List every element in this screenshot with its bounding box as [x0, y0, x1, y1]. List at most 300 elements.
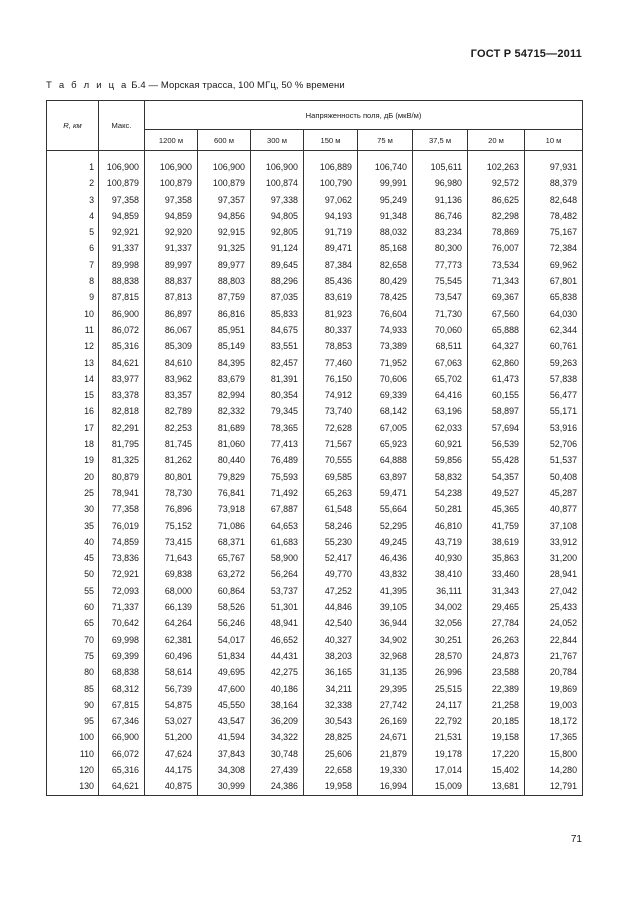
value-cell: 37,108 — [525, 518, 583, 534]
distance-cell: 100 — [47, 729, 99, 745]
value-cell: 86,816 — [198, 306, 251, 322]
value-cell: 70,606 — [358, 371, 413, 387]
value-cell: 91,325 — [198, 240, 251, 256]
value-cell: 68,312 — [99, 681, 145, 697]
value-cell: 87,813 — [145, 289, 198, 305]
value-cell: 88,032 — [358, 224, 413, 240]
value-cell: 21,879 — [358, 746, 413, 762]
value-cell: 53,737 — [251, 583, 304, 599]
value-cell: 82,994 — [198, 387, 251, 403]
value-cell: 44,846 — [304, 599, 358, 615]
value-cell: 76,489 — [251, 452, 304, 468]
value-cell: 27,042 — [525, 583, 583, 599]
value-cell: 106,900 — [99, 159, 145, 175]
table-caption-label: Т а б л и ц а — [46, 80, 129, 91]
value-cell: 80,879 — [99, 469, 145, 485]
table-row — [47, 746, 583, 762]
distance-cell: 20 — [47, 469, 99, 485]
table-row — [47, 729, 583, 745]
table-row — [47, 664, 583, 680]
value-cell: 82,253 — [145, 420, 198, 436]
distance-cell: 40 — [47, 534, 99, 550]
value-cell: 64,653 — [251, 518, 304, 534]
value-cell: 32,056 — [413, 615, 468, 631]
value-cell: 88,379 — [525, 175, 583, 191]
value-cell: 65,702 — [413, 371, 468, 387]
value-cell: 34,211 — [304, 681, 358, 697]
distance-cell: 70 — [47, 632, 99, 648]
table-row — [47, 681, 583, 697]
value-cell: 56,264 — [251, 566, 304, 582]
value-cell: 91,136 — [413, 192, 468, 208]
value-cell: 85,149 — [198, 338, 251, 354]
value-cell: 67,063 — [413, 355, 468, 371]
value-cell: 40,877 — [525, 501, 583, 517]
value-cell: 57,838 — [525, 371, 583, 387]
value-cell: 94,193 — [304, 208, 358, 224]
distance-cell: 11 — [47, 322, 99, 338]
value-cell: 24,873 — [468, 648, 525, 664]
value-cell: 12,791 — [525, 778, 583, 795]
table-body — [47, 151, 583, 796]
value-cell: 64,621 — [99, 778, 145, 795]
value-cell: 40,930 — [413, 550, 468, 566]
value-cell: 86,625 — [468, 192, 525, 208]
table-head — [47, 101, 583, 151]
value-cell: 69,399 — [99, 648, 145, 664]
value-cell: 82,789 — [145, 403, 198, 419]
value-cell: 61,473 — [468, 371, 525, 387]
value-cell: 79,829 — [198, 469, 251, 485]
value-cell: 49,695 — [198, 664, 251, 680]
value-cell: 41,395 — [358, 583, 413, 599]
table-row — [47, 159, 583, 175]
value-cell: 84,610 — [145, 355, 198, 371]
value-cell: 100,879 — [145, 175, 198, 191]
value-cell: 68,838 — [99, 664, 145, 680]
distance-cell: 30 — [47, 501, 99, 517]
value-cell: 52,417 — [304, 550, 358, 566]
value-cell: 81,325 — [99, 452, 145, 468]
table-row — [47, 338, 583, 354]
distance-cell: 120 — [47, 762, 99, 778]
value-cell: 83,357 — [145, 387, 198, 403]
value-cell: 38,203 — [304, 648, 358, 664]
value-cell: 106,900 — [198, 159, 251, 175]
distance-cell: 130 — [47, 778, 99, 795]
value-cell: 16,994 — [358, 778, 413, 795]
value-cell: 89,977 — [198, 257, 251, 273]
value-cell: 100,879 — [198, 175, 251, 191]
distance-cell: 9 — [47, 289, 99, 305]
value-cell: 48,941 — [251, 615, 304, 631]
value-cell: 55,664 — [358, 501, 413, 517]
value-cell: 78,941 — [99, 485, 145, 501]
value-cell: 69,367 — [468, 289, 525, 305]
document-id: ГОСТ Р 54715—2011 — [470, 48, 582, 60]
value-cell: 34,322 — [251, 729, 304, 745]
value-cell: 30,748 — [251, 746, 304, 762]
value-cell: 106,740 — [358, 159, 413, 175]
value-cell: 28,570 — [413, 648, 468, 664]
value-cell: 38,619 — [468, 534, 525, 550]
value-cell: 43,832 — [358, 566, 413, 582]
value-cell: 99,991 — [358, 175, 413, 191]
value-cell: 97,358 — [145, 192, 198, 208]
value-cell: 83,234 — [413, 224, 468, 240]
value-cell: 75,593 — [251, 469, 304, 485]
value-cell: 66,900 — [99, 729, 145, 745]
value-cell: 75,545 — [413, 273, 468, 289]
value-cell: 27,784 — [468, 615, 525, 631]
value-cell: 92,915 — [198, 224, 251, 240]
value-cell: 69,998 — [99, 632, 145, 648]
distance-cell: 15 — [47, 387, 99, 403]
value-cell: 46,652 — [251, 632, 304, 648]
value-cell: 83,551 — [251, 338, 304, 354]
value-cell: 82,291 — [99, 420, 145, 436]
table-row — [47, 452, 583, 468]
distance-cell: 18 — [47, 436, 99, 452]
value-cell: 45,365 — [468, 501, 525, 517]
value-cell: 74,859 — [99, 534, 145, 550]
value-cell: 89,645 — [251, 257, 304, 273]
value-cell: 54,357 — [468, 469, 525, 485]
value-cell: 97,062 — [304, 192, 358, 208]
header-height: 75 м — [358, 130, 413, 151]
value-cell: 68,000 — [145, 583, 198, 599]
value-cell: 39,105 — [358, 599, 413, 615]
value-cell: 32,338 — [304, 697, 358, 713]
distance-cell: 85 — [47, 681, 99, 697]
value-cell: 68,511 — [413, 338, 468, 354]
value-cell: 88,837 — [145, 273, 198, 289]
value-cell: 79,345 — [251, 403, 304, 419]
value-cell: 82,332 — [198, 403, 251, 419]
table-row — [47, 550, 583, 566]
value-cell: 59,263 — [525, 355, 583, 371]
table-row — [47, 697, 583, 713]
value-cell: 89,997 — [145, 257, 198, 273]
value-cell: 80,429 — [358, 273, 413, 289]
value-cell: 24,117 — [413, 697, 468, 713]
distance-cell: 1 — [47, 159, 99, 175]
value-cell: 20,784 — [525, 664, 583, 680]
value-cell: 51,834 — [198, 648, 251, 664]
table-row — [47, 778, 583, 795]
value-cell: 34,308 — [198, 762, 251, 778]
table-row — [47, 436, 583, 452]
distance-cell: 3 — [47, 192, 99, 208]
value-cell: 18,172 — [525, 713, 583, 729]
value-cell: 91,348 — [358, 208, 413, 224]
value-cell: 67,560 — [468, 306, 525, 322]
value-cell: 27,439 — [251, 762, 304, 778]
value-cell: 73,740 — [304, 403, 358, 419]
distance-cell: 65 — [47, 615, 99, 631]
value-cell: 60,155 — [468, 387, 525, 403]
header-height: 300 м — [251, 130, 304, 151]
table-row — [47, 322, 583, 338]
value-cell: 73,918 — [198, 501, 251, 517]
table-row — [47, 599, 583, 615]
value-cell: 22,658 — [304, 762, 358, 778]
value-cell: 33,912 — [525, 534, 583, 550]
distance-cell: 80 — [47, 664, 99, 680]
value-cell: 76,007 — [468, 240, 525, 256]
value-cell: 69,339 — [358, 387, 413, 403]
value-cell: 81,689 — [198, 420, 251, 436]
value-cell: 38,410 — [413, 566, 468, 582]
distance-cell: 19 — [47, 452, 99, 468]
value-cell: 66,139 — [145, 599, 198, 615]
value-cell: 38,164 — [251, 697, 304, 713]
value-cell: 60,864 — [198, 583, 251, 599]
value-cell: 21,531 — [413, 729, 468, 745]
value-cell: 81,795 — [99, 436, 145, 452]
value-cell: 72,384 — [525, 240, 583, 256]
value-cell: 72,628 — [304, 420, 358, 436]
value-cell: 22,844 — [525, 632, 583, 648]
value-cell: 75,152 — [145, 518, 198, 534]
value-cell: 64,264 — [145, 615, 198, 631]
value-cell: 52,295 — [358, 518, 413, 534]
value-cell: 19,003 — [525, 697, 583, 713]
value-cell: 55,428 — [468, 452, 525, 468]
value-cell: 62,860 — [468, 355, 525, 371]
table-row — [47, 257, 583, 273]
header-field-strength: Напряженность поля, дБ (мкВ/м) — [145, 101, 583, 130]
value-cell: 14,280 — [525, 762, 583, 778]
value-cell: 96,980 — [413, 175, 468, 191]
value-cell: 65,263 — [304, 485, 358, 501]
value-cell: 51,537 — [525, 452, 583, 468]
distance-cell: 35 — [47, 518, 99, 534]
value-cell: 85,833 — [251, 306, 304, 322]
value-cell: 73,534 — [468, 257, 525, 273]
table-row — [47, 403, 583, 419]
table-row — [47, 501, 583, 517]
value-cell: 68,142 — [358, 403, 413, 419]
value-cell: 87,384 — [304, 257, 358, 273]
distance-cell: 8 — [47, 273, 99, 289]
value-cell: 22,389 — [468, 681, 525, 697]
value-cell: 62,033 — [413, 420, 468, 436]
value-cell: 30,543 — [304, 713, 358, 729]
value-cell: 54,875 — [145, 697, 198, 713]
value-cell: 31,200 — [525, 550, 583, 566]
value-cell: 73,547 — [413, 289, 468, 305]
table-caption-text: Б.4 — Морская трасса, 100 МГц, 50 % времени — [128, 80, 345, 91]
table-row — [47, 713, 583, 729]
value-cell: 83,378 — [99, 387, 145, 403]
value-cell: 71,643 — [145, 550, 198, 566]
value-cell: 76,019 — [99, 518, 145, 534]
value-cell: 35,863 — [468, 550, 525, 566]
value-cell: 44,175 — [145, 762, 198, 778]
value-cell: 40,327 — [304, 632, 358, 648]
value-cell: 82,298 — [468, 208, 525, 224]
value-cell: 51,200 — [145, 729, 198, 745]
distance-cell: 16 — [47, 403, 99, 419]
value-cell: 70,642 — [99, 615, 145, 631]
value-cell: 51,301 — [251, 599, 304, 615]
value-cell: 29,395 — [358, 681, 413, 697]
value-cell: 80,801 — [145, 469, 198, 485]
value-cell: 89,998 — [99, 257, 145, 273]
value-cell: 73,415 — [145, 534, 198, 550]
value-cell: 67,801 — [525, 273, 583, 289]
page-number: 71 — [570, 834, 582, 845]
value-cell: 25,433 — [525, 599, 583, 615]
value-cell: 54,017 — [198, 632, 251, 648]
value-cell: 94,859 — [99, 208, 145, 224]
value-cell: 81,060 — [198, 436, 251, 452]
header-height: 20 м — [468, 130, 525, 151]
table-row — [47, 632, 583, 648]
value-cell: 78,730 — [145, 485, 198, 501]
value-cell: 71,952 — [358, 355, 413, 371]
value-cell: 83,619 — [304, 289, 358, 305]
value-cell: 37,843 — [198, 746, 251, 762]
value-cell: 100,874 — [251, 175, 304, 191]
value-cell: 88,803 — [198, 273, 251, 289]
value-cell: 85,316 — [99, 338, 145, 354]
value-cell: 89,471 — [304, 240, 358, 256]
value-cell: 17,365 — [525, 729, 583, 745]
value-cell: 65,888 — [468, 322, 525, 338]
value-cell: 84,621 — [99, 355, 145, 371]
value-cell: 53,916 — [525, 420, 583, 436]
distance-cell: 5 — [47, 224, 99, 240]
value-cell: 34,902 — [358, 632, 413, 648]
value-cell: 56,246 — [198, 615, 251, 631]
table-row — [47, 224, 583, 240]
table-row — [47, 469, 583, 485]
value-cell: 69,585 — [304, 469, 358, 485]
value-cell: 24,386 — [251, 778, 304, 795]
distance-cell: 50 — [47, 566, 99, 582]
value-cell: 31,135 — [358, 664, 413, 680]
value-cell: 59,856 — [413, 452, 468, 468]
value-cell: 66,072 — [99, 746, 145, 762]
field-strength-table — [46, 100, 583, 796]
table-row — [47, 289, 583, 305]
value-cell: 58,900 — [251, 550, 304, 566]
value-cell: 36,944 — [358, 615, 413, 631]
table-row — [47, 518, 583, 534]
value-cell: 26,263 — [468, 632, 525, 648]
value-cell: 77,773 — [413, 257, 468, 273]
value-cell: 58,832 — [413, 469, 468, 485]
value-cell: 17,220 — [468, 746, 525, 762]
value-cell: 94,805 — [251, 208, 304, 224]
value-cell: 26,169 — [358, 713, 413, 729]
value-cell: 76,150 — [304, 371, 358, 387]
value-cell: 105,611 — [413, 159, 468, 175]
value-cell: 19,330 — [358, 762, 413, 778]
value-cell: 29,465 — [468, 599, 525, 615]
value-cell: 87,035 — [251, 289, 304, 305]
value-cell: 97,338 — [251, 192, 304, 208]
value-cell: 86,897 — [145, 306, 198, 322]
value-cell: 55,171 — [525, 403, 583, 419]
value-cell: 27,742 — [358, 697, 413, 713]
value-cell: 23,588 — [468, 664, 525, 680]
value-cell: 41,594 — [198, 729, 251, 745]
value-cell: 58,526 — [198, 599, 251, 615]
value-cell: 47,600 — [198, 681, 251, 697]
value-cell: 82,648 — [525, 192, 583, 208]
value-cell: 85,951 — [198, 322, 251, 338]
value-cell: 86,900 — [99, 306, 145, 322]
value-cell: 71,343 — [468, 273, 525, 289]
header-max: Макс. — [99, 101, 145, 151]
value-cell: 77,358 — [99, 501, 145, 517]
value-cell: 15,800 — [525, 746, 583, 762]
value-cell: 88,838 — [99, 273, 145, 289]
distance-cell: 55 — [47, 583, 99, 599]
value-cell: 85,436 — [304, 273, 358, 289]
table-row — [47, 583, 583, 599]
value-cell: 80,354 — [251, 387, 304, 403]
value-cell: 80,440 — [198, 452, 251, 468]
value-cell: 70,060 — [413, 322, 468, 338]
header-height: 150 м — [304, 130, 358, 151]
value-cell: 21,767 — [525, 648, 583, 664]
value-cell: 19,958 — [304, 778, 358, 795]
value-cell: 87,759 — [198, 289, 251, 305]
value-cell: 65,316 — [99, 762, 145, 778]
value-cell: 32,968 — [358, 648, 413, 664]
value-cell: 56,477 — [525, 387, 583, 403]
value-cell: 92,920 — [145, 224, 198, 240]
value-cell: 102,263 — [468, 159, 525, 175]
table-row — [47, 306, 583, 322]
value-cell: 46,810 — [413, 518, 468, 534]
value-cell: 61,683 — [251, 534, 304, 550]
value-cell: 17,014 — [413, 762, 468, 778]
table-row — [47, 420, 583, 436]
value-cell: 67,346 — [99, 713, 145, 729]
value-cell: 43,719 — [413, 534, 468, 550]
value-cell: 76,841 — [198, 485, 251, 501]
value-cell: 28,941 — [525, 566, 583, 582]
value-cell: 25,515 — [413, 681, 468, 697]
value-cell: 86,746 — [413, 208, 468, 224]
value-cell: 71,730 — [413, 306, 468, 322]
value-cell: 40,875 — [145, 778, 198, 795]
table-row — [47, 175, 583, 191]
value-cell: 76,896 — [145, 501, 198, 517]
value-cell: 65,923 — [358, 436, 413, 452]
value-cell: 97,357 — [198, 192, 251, 208]
value-cell: 100,879 — [99, 175, 145, 191]
header-height: 10 м — [525, 130, 583, 151]
value-cell: 80,300 — [413, 240, 468, 256]
table-caption — [46, 80, 345, 91]
value-cell: 80,337 — [304, 322, 358, 338]
distance-cell: 45 — [47, 550, 99, 566]
value-cell: 71,086 — [198, 518, 251, 534]
value-cell: 95,249 — [358, 192, 413, 208]
value-cell: 28,825 — [304, 729, 358, 745]
value-cell: 21,258 — [468, 697, 525, 713]
value-cell: 85,309 — [145, 338, 198, 354]
value-cell: 106,900 — [251, 159, 304, 175]
table-row — [47, 192, 583, 208]
table-row — [47, 566, 583, 582]
